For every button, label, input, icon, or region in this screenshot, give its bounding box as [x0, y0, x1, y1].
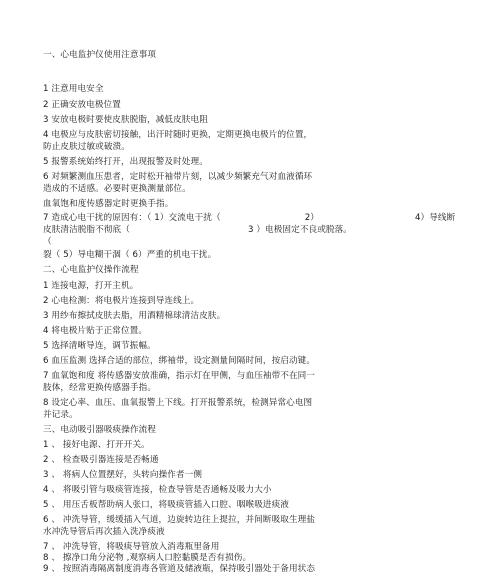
- s1-item-7-line-3: （: [43, 237, 52, 247]
- s1-item-7-line-2: [43, 225, 352, 236]
- section-1-heading: 一、心电监护仪使用注意事项: [43, 50, 157, 60]
- s3-item-7: 7 、 冲洗导管，将吸痰导管放入消毒瓶里备用: [43, 542, 220, 552]
- s1-item-7-line-4: 裂（ 5）导电糊干涸（ 6）严重的机电干扰。: [43, 250, 217, 260]
- s1-item-7-line-2b: 3 ）电极固定不良或脱落。: [247, 225, 352, 235]
- s3-item-9: 9 、 按照消毒隔离制度消毒各管道及储液瓶，保持吸引器处于备用状态: [43, 564, 316, 574]
- s1-item-6-cont: 造成的不适感。必要时更换测量部位。: [43, 184, 191, 194]
- s3-item-8: 8 、 擦净口角分泌物 ,观察病人口腔黏膜是否有损伤。: [43, 553, 252, 563]
- s1-item-7-part-b: 2）: [304, 213, 319, 223]
- s2-item-6: 6 血压监测 选择合适的部位，绑袖带，设定测量间隔时间，按启动键。: [43, 356, 316, 366]
- s3-item-1: 1 、 接好电源、打开开关。: [43, 440, 150, 450]
- s1-item-2: 2 正确安放电极位置: [43, 100, 121, 110]
- s3-item-6: 6 、 冲洗导管，缓缓插入气道，边旋转边往上提拉，并间断吸取生理盐: [43, 515, 316, 525]
- s1-item-6: 6 对频繁测血压患者，定时松开袖带片刻，以减少频繁充气对血液循环: [43, 172, 313, 182]
- section-2-heading: 二、心电监护仪操作流程: [43, 265, 139, 275]
- s3-item-2: 2 、 检查吸引器连接是否畅通: [43, 455, 159, 465]
- s3-item-6-cont: 水冲洗导管后再次插入洗净痰液: [43, 527, 165, 537]
- s1-item-7: [43, 213, 455, 224]
- s2-item-5: 5 选择清晰导连，调节振幅。: [43, 341, 156, 351]
- s2-item-8: 8 设定心率、血压、血氧报警上下线。打开报警系统，检测异常心电图: [43, 398, 313, 408]
- s2-item-1: 1 连接电源，打开主机。: [43, 281, 139, 291]
- s2-item-4: 4 将电极片贴于正常位置。: [43, 326, 148, 336]
- s1-item-7-part-c: 4）导线断: [414, 213, 456, 223]
- s1-item-5: 5 报警系统始终打开，出现报警及时处理。: [43, 157, 208, 167]
- s1-item-1: 1 注意用电安全: [43, 84, 104, 94]
- s1-item-4: 4 电极应与皮肤密切接触，出汗时随时更换，定期更换电极片的位置，: [43, 130, 313, 140]
- s3-item-3: 3 、 将病人位置摆好，头转向操作者一侧: [43, 470, 203, 480]
- s2-item-7-cont: 肢体，经常更换传感器手指。: [43, 383, 157, 393]
- s2-item-2: 2 心电检测：将电极片连接到导连线上。: [43, 296, 200, 306]
- s1-item-4-cont: 防止皮肤过敏或破溃。: [43, 142, 130, 152]
- s2-item-7: 7 血氧饱和度 将传感器安放准确，指示灯在甲侧，与血压袖带不在同一: [43, 371, 316, 381]
- s3-item-4: 4 、 将吸引管与吸痰管连接，检查导管是否通畅及吸力大小: [43, 485, 272, 495]
- s1-item-6-extra: 血氧饱和度传感器定时更换手指。: [43, 199, 174, 209]
- s1-item-3: 3 安放电极时要使皮肤脱脂，减低皮肤电阻: [43, 115, 208, 125]
- s1-item-7-line-2a: 皮肤清洁脱脂不彻底（: [43, 225, 130, 235]
- section-3-heading: 三、电动吸引器吸痰操作流程: [43, 425, 157, 435]
- s2-item-3: 3 用纱布擦拭皮肤去脂，用酒精棉球清洁皮肤。: [43, 311, 226, 321]
- s2-item-8-cont: 并记录。: [43, 410, 78, 420]
- s1-item-7-part-a: 7 造成心电干扰的原因有：（ 1）交流电干扰（: [43, 213, 221, 223]
- s3-item-5: 5 、 用压舌板帮助病人张口，将吸痰管插入口腔、咽喉吸进痰液: [43, 500, 289, 510]
